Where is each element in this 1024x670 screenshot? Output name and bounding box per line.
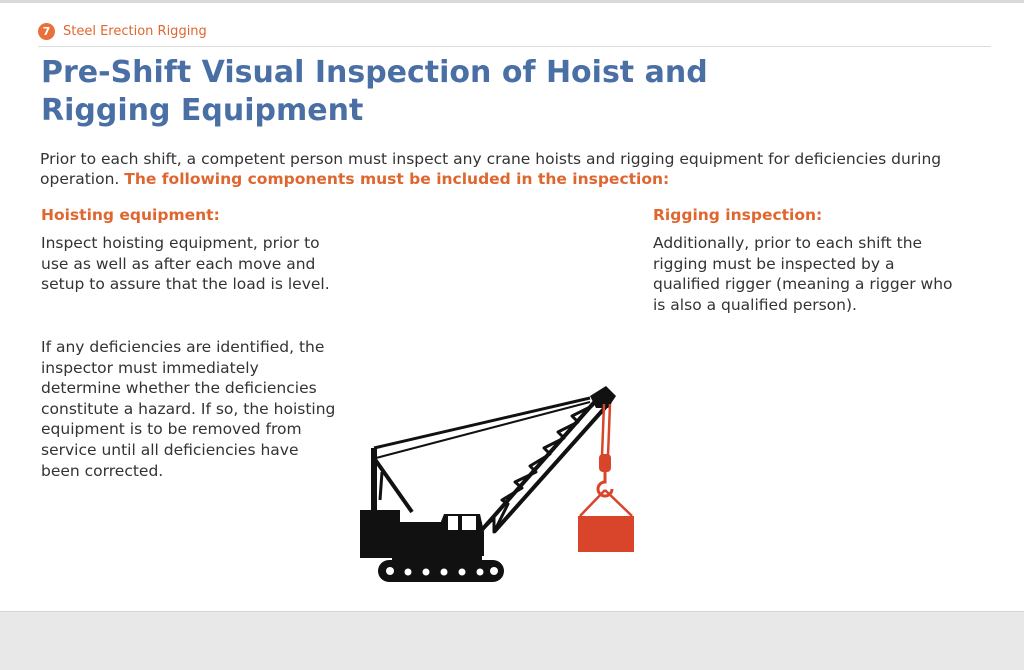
rigging-slings xyxy=(580,490,632,516)
footer-bar xyxy=(0,611,1024,670)
rigging-heading: Rigging inspection: xyxy=(653,206,823,224)
page-title: Pre-Shift Visual Inspection of Hoist and Rigging Equipment xyxy=(41,55,708,128)
intro-text: Prior to each shift, a competent person must inspect any crane hoists and rigging equipment for deficiencies during operation. xyxy=(40,150,942,188)
top-rule xyxy=(0,0,1024,3)
module-number-badge: 7 xyxy=(38,23,55,40)
hoisting-paragraph-1: Inspect hoisting equipment, prior to use as well as after each move and setup to assure that the load is level. xyxy=(41,234,330,294)
hoist-line xyxy=(602,404,610,456)
hoisting-heading: Hoisting equipment: xyxy=(41,206,220,224)
hook-icon xyxy=(598,454,612,496)
hoisting-paragraph-2: If any deficiencies are identified, the inspector must immediately determine whether the deficiencies constitute a hazard. If so, the hoisting equipment is to be removed from service until all deficiencies have been corrected. xyxy=(41,338,336,480)
crane-body xyxy=(360,510,484,562)
rigging-paragraph-1: Additionally, prior to each shift the rigging must be inspected by a qualified rigger (meaning a rigger who is also a qualified person). xyxy=(653,234,953,314)
breadcrumb-divider xyxy=(38,46,991,47)
breadcrumb xyxy=(38,21,207,41)
crane-illustration-icon xyxy=(352,382,642,588)
breadcrumb-label: Steel Erection Rigging xyxy=(63,23,207,39)
suspended-load xyxy=(578,516,634,552)
intro-emphasis: The following components must be included in the inspection: xyxy=(124,170,670,188)
crane-tracks xyxy=(378,560,504,582)
intro-paragraph xyxy=(40,149,950,189)
